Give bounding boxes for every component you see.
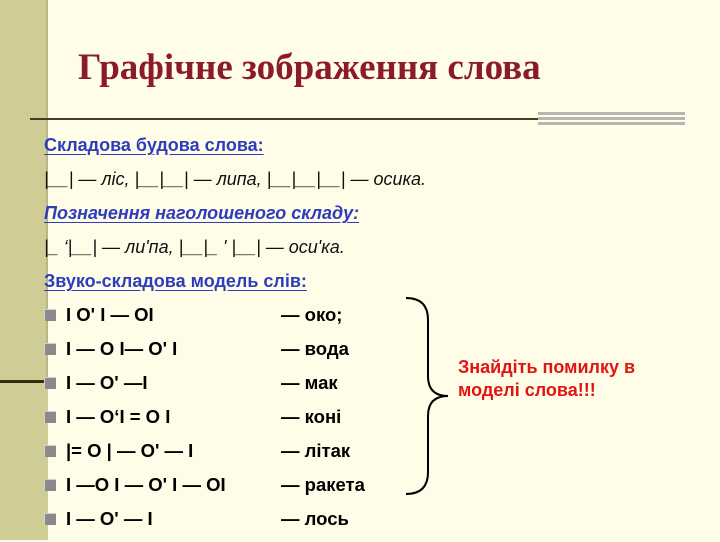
bullet-square-icon [44,411,56,423]
page-title: Графічне зображення слова [78,47,541,88]
bullet-square-icon [44,445,56,457]
bullet-square-icon [44,377,56,389]
sidebar-decoration [0,0,48,540]
bullet-square-icon [44,479,56,491]
list-item: |= O | — O' — I — літак [44,440,604,474]
title-divider-ornament [538,112,685,126]
stress-heading: Позначення наголошеного складу: [44,203,360,223]
list-item: I — O‘I = O I — коні [44,406,604,440]
curly-brace-icon [402,296,462,496]
sidebar-tick [0,380,50,383]
sound-heading: Звуко-складова модель слів: [44,271,307,291]
list-item: I — O I— O' I — вода [44,338,604,372]
list-item: I — O' —I — мак [44,372,604,406]
syllable-examples: |__| — ліс, |__|__| — липа, |__|__|__| — осика. [44,169,426,189]
bullet-square-icon [44,309,56,321]
stress-examples: |_ ‘|__| — ли'па, |__|_ ' |__| — оси'ка. [44,237,345,257]
task-note: Знайдіть помилку в моделі слова!!! [458,357,636,400]
syllable-heading: Складова будова слова: [44,135,264,155]
list-item: I —O I — O' I — OI — ракета [44,474,604,508]
bullet-square-icon [44,513,56,525]
list-item: I — O' — I — лось [44,508,604,542]
slide-content [44,134,604,542]
bullet-square-icon [44,343,56,355]
list-item: I O' I — OI — око; [44,304,604,338]
